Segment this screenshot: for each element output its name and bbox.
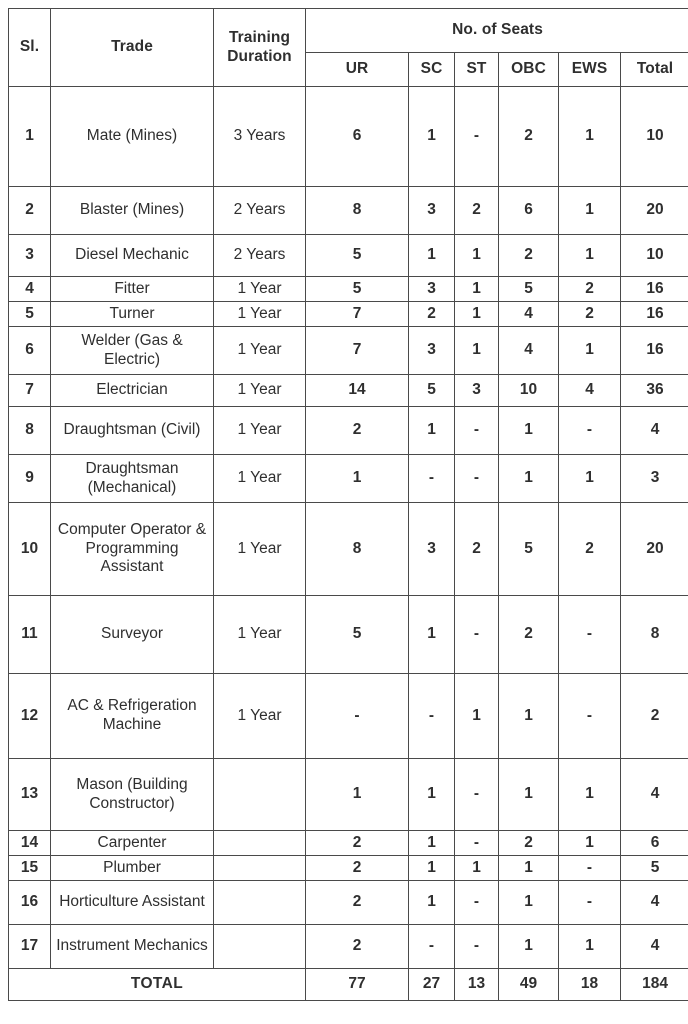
- column-header-ews: EWS: [559, 53, 621, 87]
- table-row: [9, 187, 688, 235]
- cell-st: -: [455, 87, 499, 187]
- cell-st: 1: [455, 327, 499, 375]
- cell-sl: 3: [9, 235, 51, 277]
- table-row: [9, 503, 688, 596]
- cell-trade: Computer Operator & Programming Assistant: [51, 503, 214, 596]
- table-row: [9, 302, 688, 327]
- table-row: [9, 407, 688, 455]
- table-row: [9, 881, 688, 925]
- cell-sl: 9: [9, 455, 51, 503]
- cell-trade: AC & Refrigeration Machine: [51, 674, 214, 759]
- column-header-sl: Sl.: [9, 9, 51, 87]
- cell-ews: 1: [559, 759, 621, 831]
- total-st: 13: [455, 969, 499, 1001]
- cell-trade: Fitter: [51, 277, 214, 302]
- cell-sl: 7: [9, 375, 51, 407]
- cell-total: 16: [621, 327, 688, 375]
- cell-sl: 4: [9, 277, 51, 302]
- cell-ur: 2: [306, 925, 409, 969]
- column-header-ur: UR: [306, 53, 409, 87]
- cell-sl: 11: [9, 596, 51, 674]
- cell-total: 20: [621, 503, 688, 596]
- cell-sc: 1: [409, 596, 455, 674]
- cell-training-duration: [214, 831, 306, 856]
- cell-total: 4: [621, 407, 688, 455]
- cell-st: 2: [455, 503, 499, 596]
- cell-total: 4: [621, 759, 688, 831]
- cell-training-duration: [214, 856, 306, 881]
- cell-obc: 1: [499, 925, 559, 969]
- cell-sc: 1: [409, 759, 455, 831]
- cell-ur: 6: [306, 87, 409, 187]
- cell-ews: 2: [559, 302, 621, 327]
- table-row: [9, 759, 688, 831]
- cell-ur: 5: [306, 235, 409, 277]
- cell-trade: Draughtsman (Civil): [51, 407, 214, 455]
- cell-sc: 1: [409, 881, 455, 925]
- cell-sc: -: [409, 674, 455, 759]
- cell-training-duration: 1 Year: [214, 503, 306, 596]
- cell-st: 1: [455, 235, 499, 277]
- cell-sl: 6: [9, 327, 51, 375]
- cell-sl: 17: [9, 925, 51, 969]
- cell-ews: 2: [559, 277, 621, 302]
- cell-obc: 1: [499, 455, 559, 503]
- table-header: [9, 9, 688, 87]
- cell-sc: 5: [409, 375, 455, 407]
- cell-ews: 1: [559, 925, 621, 969]
- cell-trade: Carpenter: [51, 831, 214, 856]
- cell-trade: Draughtsman (Mechanical): [51, 455, 214, 503]
- seat-matrix-table: [8, 8, 688, 1001]
- cell-trade: Surveyor: [51, 596, 214, 674]
- cell-sc: 3: [409, 327, 455, 375]
- cell-ews: 1: [559, 187, 621, 235]
- cell-total: 2: [621, 674, 688, 759]
- cell-sl: 15: [9, 856, 51, 881]
- cell-ur: 7: [306, 327, 409, 375]
- column-header-sc: SC: [409, 53, 455, 87]
- cell-sc: -: [409, 925, 455, 969]
- cell-sl: 13: [9, 759, 51, 831]
- cell-sc: 1: [409, 856, 455, 881]
- cell-total: 16: [621, 302, 688, 327]
- cell-total: 36: [621, 375, 688, 407]
- total-row-label: TOTAL: [9, 969, 306, 1001]
- cell-total: 8: [621, 596, 688, 674]
- table-row: [9, 235, 688, 277]
- cell-training-duration: 1 Year: [214, 407, 306, 455]
- cell-trade: Instrument Mechanics: [51, 925, 214, 969]
- cell-sl: 12: [9, 674, 51, 759]
- cell-st: -: [455, 925, 499, 969]
- cell-trade: Mason (Building Constructor): [51, 759, 214, 831]
- column-header-no-of-seats: No. of Seats: [306, 9, 688, 53]
- cell-sl: 5: [9, 302, 51, 327]
- cell-training-duration: 1 Year: [214, 302, 306, 327]
- cell-trade: Horticulture Assistant: [51, 881, 214, 925]
- cell-ur: 2: [306, 407, 409, 455]
- cell-trade: Welder (Gas & Electric): [51, 327, 214, 375]
- cell-obc: 2: [499, 831, 559, 856]
- cell-trade: Blaster (Mines): [51, 187, 214, 235]
- cell-sc: 1: [409, 87, 455, 187]
- cell-total: 10: [621, 235, 688, 277]
- cell-obc: 1: [499, 856, 559, 881]
- column-header-st: ST: [455, 53, 499, 87]
- cell-sc: 1: [409, 831, 455, 856]
- cell-st: -: [455, 881, 499, 925]
- cell-ur: 1: [306, 759, 409, 831]
- cell-total: 6: [621, 831, 688, 856]
- cell-ur: 2: [306, 831, 409, 856]
- cell-ews: 1: [559, 831, 621, 856]
- cell-trade: Plumber: [51, 856, 214, 881]
- cell-obc: 2: [499, 596, 559, 674]
- cell-ews: -: [559, 856, 621, 881]
- cell-ur: 5: [306, 277, 409, 302]
- cell-sc: 3: [409, 503, 455, 596]
- cell-st: -: [455, 596, 499, 674]
- cell-obc: 10: [499, 375, 559, 407]
- table-row: [9, 856, 688, 881]
- cell-training-duration: 1 Year: [214, 674, 306, 759]
- cell-st: -: [455, 407, 499, 455]
- cell-total: 3: [621, 455, 688, 503]
- cell-total: 10: [621, 87, 688, 187]
- cell-training-duration: 1 Year: [214, 375, 306, 407]
- cell-total: 5: [621, 856, 688, 881]
- cell-trade: Turner: [51, 302, 214, 327]
- total-ews: 18: [559, 969, 621, 1001]
- cell-obc: 4: [499, 327, 559, 375]
- cell-sl: 2: [9, 187, 51, 235]
- table-body: [9, 87, 688, 969]
- cell-ur: 7: [306, 302, 409, 327]
- table-row: [9, 87, 688, 187]
- table-row: [9, 455, 688, 503]
- cell-ews: 1: [559, 235, 621, 277]
- cell-st: 1: [455, 277, 499, 302]
- cell-st: 3: [455, 375, 499, 407]
- cell-ur: -: [306, 674, 409, 759]
- cell-training-duration: 2 Years: [214, 235, 306, 277]
- cell-ews: 1: [559, 327, 621, 375]
- column-header-trade: Trade: [51, 9, 214, 87]
- cell-ur: 14: [306, 375, 409, 407]
- table-row: [9, 925, 688, 969]
- cell-ews: -: [559, 407, 621, 455]
- cell-total: 16: [621, 277, 688, 302]
- total-obc: 49: [499, 969, 559, 1001]
- cell-st: -: [455, 831, 499, 856]
- cell-training-duration: [214, 881, 306, 925]
- cell-ur: 8: [306, 187, 409, 235]
- table-row: [9, 831, 688, 856]
- cell-obc: 1: [499, 759, 559, 831]
- cell-st: 1: [455, 856, 499, 881]
- cell-obc: 2: [499, 87, 559, 187]
- cell-sl: 16: [9, 881, 51, 925]
- cell-sl: 10: [9, 503, 51, 596]
- cell-ur: 8: [306, 503, 409, 596]
- table-row: [9, 327, 688, 375]
- cell-trade: Electrician: [51, 375, 214, 407]
- cell-obc: 4: [499, 302, 559, 327]
- cell-training-duration: 1 Year: [214, 596, 306, 674]
- cell-sl: 1: [9, 87, 51, 187]
- cell-obc: 1: [499, 674, 559, 759]
- training-duration-line-2: Duration: [227, 47, 292, 65]
- cell-st: 1: [455, 302, 499, 327]
- cell-total: 4: [621, 925, 688, 969]
- cell-st: -: [455, 455, 499, 503]
- training-duration-line-1: Training: [228, 28, 291, 46]
- cell-training-duration: [214, 925, 306, 969]
- cell-sc: 1: [409, 407, 455, 455]
- cell-ur: 2: [306, 881, 409, 925]
- cell-ur: 2: [306, 856, 409, 881]
- table-footer: [9, 969, 688, 1001]
- cell-obc: 5: [499, 503, 559, 596]
- cell-st: -: [455, 759, 499, 831]
- cell-ews: 4: [559, 375, 621, 407]
- total-sc: 27: [409, 969, 455, 1001]
- cell-trade: Mate (Mines): [51, 87, 214, 187]
- cell-ews: 1: [559, 87, 621, 187]
- cell-sc: 2: [409, 302, 455, 327]
- cell-ur: 5: [306, 596, 409, 674]
- cell-training-duration: 1 Year: [214, 327, 306, 375]
- cell-sc: 1: [409, 235, 455, 277]
- cell-obc: 2: [499, 235, 559, 277]
- header-row-primary: [9, 9, 688, 53]
- cell-st: 1: [455, 674, 499, 759]
- cell-sc: -: [409, 455, 455, 503]
- cell-ews: 2: [559, 503, 621, 596]
- cell-sc: 3: [409, 187, 455, 235]
- total-row: [9, 969, 688, 1001]
- cell-ews: 1: [559, 455, 621, 503]
- column-header-training-duration: [214, 9, 306, 87]
- table-row: [9, 277, 688, 302]
- column-header-total: Total: [621, 53, 688, 87]
- table-row: [9, 674, 688, 759]
- cell-ur: 1: [306, 455, 409, 503]
- cell-ews: -: [559, 596, 621, 674]
- column-header-obc: OBC: [499, 53, 559, 87]
- cell-trade: Diesel Mechanic: [51, 235, 214, 277]
- cell-total: 20: [621, 187, 688, 235]
- cell-total: 4: [621, 881, 688, 925]
- total-ur: 77: [306, 969, 409, 1001]
- table-row: [9, 596, 688, 674]
- cell-obc: 1: [499, 407, 559, 455]
- cell-training-duration: 1 Year: [214, 455, 306, 503]
- table-row: [9, 375, 688, 407]
- cell-ews: -: [559, 674, 621, 759]
- cell-training-duration: 3 Years: [214, 87, 306, 187]
- cell-training-duration: [214, 759, 306, 831]
- cell-obc: 6: [499, 187, 559, 235]
- cell-sl: 14: [9, 831, 51, 856]
- cell-training-duration: 1 Year: [214, 277, 306, 302]
- cell-obc: 5: [499, 277, 559, 302]
- cell-training-duration: 2 Years: [214, 187, 306, 235]
- cell-st: 2: [455, 187, 499, 235]
- cell-ews: -: [559, 881, 621, 925]
- cell-sl: 8: [9, 407, 51, 455]
- total-total: 184: [621, 969, 688, 1001]
- cell-sc: 3: [409, 277, 455, 302]
- cell-obc: 1: [499, 881, 559, 925]
